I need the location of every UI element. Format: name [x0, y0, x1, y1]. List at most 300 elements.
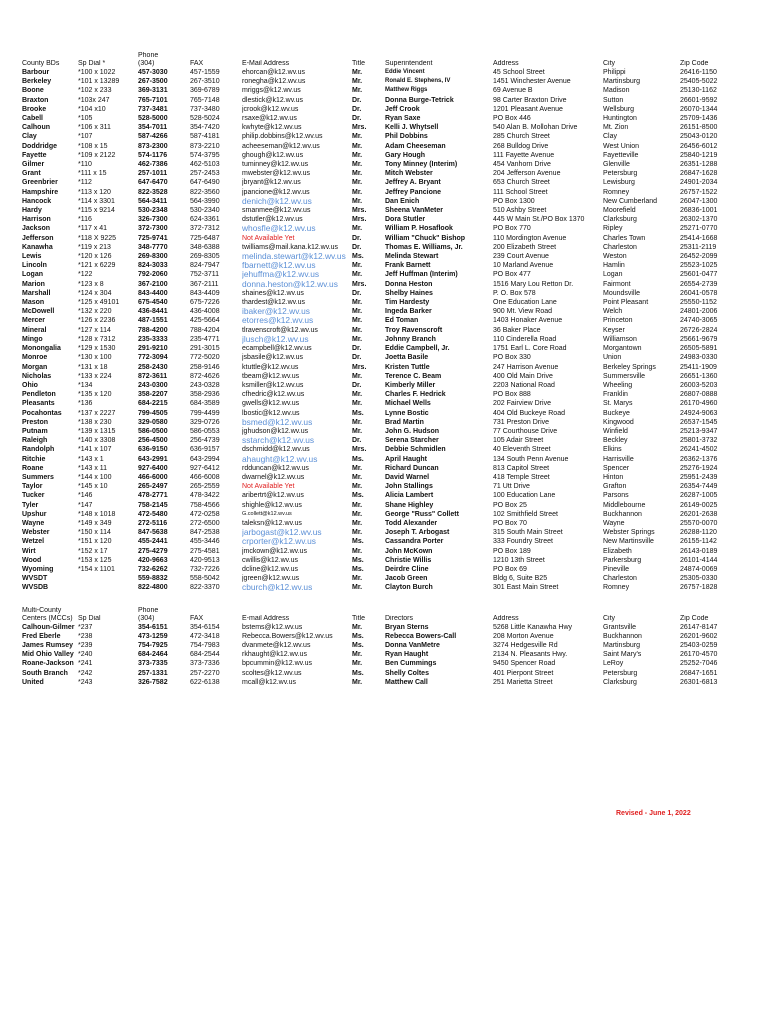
fax: 235-4771 [190, 335, 220, 343]
title: Mr. [352, 170, 363, 178]
person-name: George "Russ" Collett [385, 510, 459, 518]
county-row [22, 289, 742, 298]
phone: 466-6000 [138, 473, 168, 481]
email[interactable]: tuminney@k12.wv.us [242, 161, 309, 169]
city: Parsons [603, 492, 629, 500]
address: PO Box 446 [493, 115, 531, 123]
person-name: Johnny Branch [385, 335, 436, 343]
email[interactable]: acheeseman@k12.wv.us [242, 142, 320, 150]
email[interactable]: bpcummin@k12.wv.us [242, 660, 312, 668]
title: Dr. [352, 243, 362, 251]
email[interactable]: jsbasile@k12.wv.us [242, 354, 304, 362]
fax: 732-7226 [190, 565, 220, 573]
mcc-address-header: Address [493, 614, 519, 622]
email[interactable]: philip.dobbins@k12.wv.us [242, 133, 323, 141]
address: 204 Jefferson Avenue [493, 170, 561, 178]
person-name: Ryan Haught [385, 651, 429, 659]
county-name: Mason [22, 299, 45, 307]
email[interactable]: jehuffma@k12.wv.us [242, 270, 320, 280]
phone: 354-6151 [138, 623, 168, 631]
zip: 25951-2439 [680, 473, 718, 481]
phone: 574-1176 [138, 151, 168, 159]
phone: 732-6262 [138, 565, 168, 573]
speed-dial: *143 x 1 [78, 455, 104, 463]
email[interactable]: shaines@k12.wv.us [242, 289, 304, 297]
person-name: Jeff Huffman (Interim) [385, 271, 458, 279]
email[interactable]: whosfle@k12.wv.us [242, 224, 316, 234]
person-name: Phil Dobbins [385, 133, 428, 141]
fax: 772-5020 [190, 354, 220, 362]
person-name: Terence C. Beam [385, 372, 442, 380]
county-name: Hancock [22, 197, 52, 205]
city: Williamson [603, 335, 637, 343]
person-name: Ed Toman [385, 317, 419, 325]
email[interactable]: dlestick@k12.wv.us [242, 96, 304, 104]
city: Hinton [603, 473, 624, 481]
email[interactable]: ghough@k12.wv.us [242, 151, 304, 159]
address: 454 Vanhorn Drive [493, 161, 551, 169]
phone: 824-3033 [138, 262, 168, 270]
email[interactable]: jarbogast@k12.wv.us [242, 528, 322, 538]
address: 36 Baker Place [493, 326, 541, 334]
county-row [22, 473, 742, 482]
fax: 354-6154 [190, 623, 220, 631]
speed-dial: *135 x 120 [78, 391, 112, 399]
fax: 372-7312 [190, 225, 220, 233]
email[interactable]: gwells@k12.wv.us [242, 400, 300, 408]
fax: 457-1559 [190, 69, 220, 76]
city: Clay [603, 133, 618, 141]
phone: 737-3481 [138, 105, 168, 113]
email[interactable]: dstutler@k12.wv.us [242, 216, 303, 224]
revised-date: Revised - June 1, 2022 [616, 810, 691, 817]
person-name: Ben Cummings [385, 660, 437, 668]
zip: 25523-1025 [680, 262, 718, 270]
city: Grantsville [603, 623, 637, 631]
speed-dial: *242 [78, 669, 93, 677]
county-row [22, 399, 742, 408]
email[interactable]: dschmidd@k12.wv.us [242, 446, 310, 454]
phone: 792-2060 [138, 271, 168, 279]
title: Mrs. [352, 280, 367, 288]
title: Mr. [352, 529, 363, 537]
person-name: Sheena VanMeter [385, 207, 443, 215]
zip: 24901-2034 [680, 179, 718, 187]
email[interactable]: tbeam@k12.wv.us [242, 372, 300, 380]
email[interactable]: denich@k12.wv.us [242, 196, 312, 206]
phone: 559-8832 [138, 575, 168, 583]
email[interactable]: tlravenscroft@k12.wv.us [242, 326, 318, 334]
fax: 530-2340 [190, 207, 220, 215]
zip: 25305-0330 [680, 575, 718, 583]
person-name: William P. Hosaflook [385, 225, 453, 233]
county-row [22, 353, 742, 362]
county-name: Upshur [22, 510, 47, 518]
address: PO Box 330 [493, 354, 531, 362]
fax: 873-2210 [190, 142, 220, 150]
email[interactable]: jgreen@k12.wv.us [242, 575, 300, 583]
person-name: Charles F. Hedrick [385, 391, 446, 399]
zip: 26241-4502 [680, 446, 718, 454]
zip: 25709-1436 [680, 115, 718, 123]
county-row [22, 464, 742, 473]
fax: 436-4008 [190, 308, 220, 316]
address: 1403 Honaker Avenue [493, 317, 563, 325]
person-name: Dora Stutler [385, 216, 426, 224]
city: Clarksburg [603, 216, 637, 224]
title: Mr. [352, 547, 363, 555]
address: P. O. Box 578 [493, 289, 536, 297]
speed-dial: *153 x 125 [78, 556, 112, 564]
title: Mr. [352, 225, 363, 233]
email[interactable]: Rebecca.Bowers@k12.wv.us [242, 632, 333, 640]
email[interactable]: taleksn@k12.wv.us [242, 519, 302, 527]
email[interactable]: kwhyte@k12.wv.us [242, 124, 302, 132]
fax: 843-4409 [190, 289, 220, 297]
county-name: Mingo [22, 335, 43, 343]
county-name: Lewis [22, 253, 42, 261]
county-row [22, 206, 742, 215]
city: Summersville [603, 372, 646, 380]
zip: 26003-5203 [680, 381, 718, 389]
zip: 26288-1120 [680, 529, 717, 537]
county-row [22, 188, 742, 197]
county-name: James Rumsey [22, 641, 73, 649]
email[interactable]: dvanmete@k12.wv.us [242, 641, 311, 649]
county-row [22, 151, 742, 160]
zip: 25213-9347 [680, 427, 718, 435]
email[interactable]: jpancione@k12.wv.us [242, 188, 310, 196]
address: 653 Church Street [493, 179, 550, 187]
email[interactable]: ibaker@k12.wv.us [242, 307, 310, 317]
fax: 752-3711 [190, 271, 220, 279]
speed-dial: *121 x 6229 [78, 262, 116, 270]
address: PO Box 70 [493, 519, 527, 527]
mcc-row [22, 678, 742, 687]
city: Buckhannon [603, 510, 642, 518]
speed-dial: *123 x 8 [78, 280, 104, 288]
email[interactable]: donna.heston@k12.wv.us [242, 279, 338, 289]
speed-dial: *146 [78, 492, 93, 500]
speed-dial [78, 583, 138, 592]
phone: 272-5116 [138, 519, 168, 527]
county-name: Randolph [22, 446, 55, 454]
speed-dial: *111 x 15 [78, 170, 107, 178]
speed-dial: *237 [78, 623, 93, 631]
phone: 873-2300 [138, 142, 168, 150]
fax: 684-2544 [190, 651, 220, 659]
address: Bldg 6, Suite B25 [493, 575, 548, 583]
address: 1516 Mary Lou Retton Dr. [493, 280, 574, 288]
title: Ms. [352, 409, 364, 417]
phone: 243-0300 [138, 381, 168, 389]
dial-header: Sp Dial * [78, 60, 106, 67]
city: Kingwood [603, 418, 634, 426]
title: Ms. [352, 556, 364, 564]
mcc-row [22, 632, 742, 641]
speed-dial: *243 [78, 678, 93, 686]
county-row [22, 537, 742, 546]
mcc-title-header: Title [352, 614, 365, 622]
fax: 684-3589 [190, 400, 220, 408]
city: Welch [603, 308, 623, 316]
person-name: Jeffrey A. Bryant [385, 179, 441, 187]
email[interactable]: cwillis@k12.wv.us [242, 556, 298, 564]
title: Mr. [352, 651, 363, 659]
fax: 647-6490 [190, 179, 220, 187]
county-row [22, 132, 742, 141]
person-name: Tim Hardesty [385, 299, 430, 307]
email[interactable]: ahaught@k12.wv.us [242, 454, 318, 464]
county-row [22, 243, 742, 252]
county-row [22, 96, 742, 105]
county-name: Pocahontas [22, 409, 62, 417]
phone: 647-6470 [138, 179, 168, 187]
email[interactable]: mcall@k12.wv.us [242, 678, 297, 686]
email[interactable]: rdduncan@k12.wv.us [242, 464, 309, 472]
zip: 26170-4570 [680, 651, 718, 659]
zip: 26201-2638 [680, 510, 718, 518]
title: Mr. [352, 271, 363, 279]
email[interactable]: thardest@k12.wv.us [242, 299, 306, 307]
address: 401 Pierpont Street [493, 669, 554, 677]
email[interactable]: rkhaught@k12.wv.us [242, 651, 307, 659]
email[interactable]: cburch@k12.wv.us [242, 583, 313, 593]
email[interactable]: bstems@k12.wv.us [242, 623, 303, 631]
phone: 291-9210 [138, 345, 168, 353]
title: Mr. [352, 510, 363, 518]
email[interactable]: G.collett@k12.wv.us [242, 510, 292, 517]
speed-dial: *150 x 114 [78, 529, 111, 537]
county-row [22, 482, 742, 491]
county-name: Barbour [22, 69, 50, 76]
city: Fairmont [603, 280, 631, 288]
zip: 26847-1628 [680, 170, 718, 178]
county-row [22, 326, 742, 335]
city: Union [603, 354, 622, 362]
fax: 587-4181 [190, 133, 220, 141]
person-name: Cassandra Porter [385, 538, 444, 546]
title: Mr. [352, 473, 363, 481]
person-name: Shane Highley [385, 501, 434, 509]
address: 1451 Winchester Avenue [493, 78, 571, 86]
email[interactable]: shighle@k12.wv.us [242, 501, 302, 509]
person-name: Todd Alexander [385, 519, 438, 527]
fax: 367-2111 [190, 280, 219, 288]
person-name: Melinda Stewart [385, 253, 439, 261]
email[interactable]: rsaxe@k12.wv.us [242, 115, 297, 123]
zip: 26452-2099 [680, 253, 718, 261]
speed-dial: *119 x 213 [78, 243, 111, 251]
city: Huntington [603, 115, 637, 123]
address: PO Box 25 [493, 501, 527, 509]
fax: 478-3422 [190, 492, 220, 500]
county-row [22, 547, 742, 556]
title: Mr. [352, 418, 363, 426]
email[interactable]: jcrook@k12.wv.us [242, 105, 299, 113]
email[interactable]: ecampbell@k12.wv.us [242, 345, 312, 353]
city: Parkersburg [603, 556, 642, 564]
county-row [22, 160, 742, 169]
email[interactable]: dwarnel@k12.wv.us [242, 473, 305, 481]
title: Ms. [352, 492, 364, 500]
email[interactable]: sstarch@k12.wv.us [242, 436, 315, 446]
address: 301 East Main Street [493, 584, 559, 592]
email[interactable]: melinda.stewart@k12.wv.us [242, 252, 346, 262]
city: Logan [603, 271, 623, 279]
phone: 586-0500 [138, 427, 168, 435]
county-name: Boone [22, 87, 44, 95]
mcc-directors-header: Directors [385, 614, 414, 622]
phone: 372-7300 [138, 225, 168, 233]
address: 102 Smithfield Street [493, 510, 558, 518]
address: 71 Utt Drive [493, 483, 530, 491]
fax: 758-4566 [190, 501, 220, 509]
speed-dial: *132 x 220 [78, 308, 112, 316]
county-name: Nicholas [22, 372, 52, 380]
county-name: Monroe [22, 354, 48, 362]
email[interactable]: cfhedric@k12.wv.us [242, 391, 305, 399]
city: Elkins [603, 446, 622, 454]
county-name: Grant [22, 170, 41, 178]
person-name: Serena Starcher [385, 437, 439, 445]
city: Martinsburg [603, 78, 640, 86]
phone: 257-1331 [138, 669, 168, 677]
email[interactable]: Not Available Yet [242, 483, 295, 491]
county-row [22, 363, 742, 372]
county-name: South Branch [22, 669, 68, 677]
phone: 758-2145 [138, 501, 168, 509]
address: 110 Cinderella Road [493, 335, 557, 343]
address: PO Box 477 [493, 271, 531, 279]
city: Buckhannon [603, 632, 642, 640]
email[interactable]: jbryant@k12.wv.us [242, 179, 301, 187]
zip: 26155-1142 [680, 538, 717, 546]
title: Mr. [352, 391, 363, 399]
title: Mr. [352, 584, 363, 592]
email[interactable]: ehorcan@k12.wv.us [242, 69, 306, 76]
email[interactable]: ronegha@k12.wv.us [242, 78, 306, 86]
phone: 257-1011 [138, 170, 168, 178]
county-row [22, 298, 742, 307]
speed-dial: *108 x 15 [78, 142, 108, 150]
fax: 822-3370 [190, 584, 220, 592]
city: Buckeye [603, 409, 630, 417]
email[interactable]: fbarnett@k12.wv.us [242, 261, 316, 271]
email[interactable]: scoltes@k12.wv.us [242, 669, 302, 677]
email[interactable]: mwebster@k12.wv.us [242, 170, 311, 178]
speed-dial: *120 x 126 [78, 253, 112, 261]
county-header: County BDs [22, 60, 60, 67]
title: Dr. [352, 437, 362, 445]
phone: 636-9150 [138, 446, 168, 454]
county-name: Monongalia [22, 345, 61, 353]
email[interactable]: dcline@k12.wv.us [242, 565, 298, 573]
address: 200 Elizabeth Street [493, 243, 557, 251]
address: 208 Morton Avenue [493, 632, 554, 640]
speed-dial: *114 x 3301 [78, 197, 115, 205]
fax: 824-7947 [190, 262, 220, 270]
email[interactable]: etorres@k12.wv.us [242, 316, 314, 326]
address: 111 School Street [493, 188, 548, 196]
zip: 25403-0259 [680, 641, 718, 649]
city: Spencer [603, 464, 630, 472]
speed-dial: *112 [78, 179, 92, 187]
address: 111 Fayette Avenue [493, 151, 555, 159]
phone: 256-4500 [138, 437, 168, 445]
zip: 26151-8500 [680, 124, 718, 132]
address: 510 Ashby Street [493, 207, 547, 215]
email[interactable]: smanmee@k12.wv.us [242, 207, 311, 215]
email[interactable]: twilliams@mail.kana.k12.wv.us [242, 243, 339, 251]
title: Mr. [352, 575, 363, 583]
county-name: Hardy [22, 207, 42, 215]
email[interactable]: jghudson@k12.wv.us [242, 427, 309, 435]
phone: 373-7335 [138, 660, 168, 668]
county-name: Mid Ohio Valley [22, 651, 74, 659]
zip: 26047-1300 [680, 197, 718, 205]
city: Mt. Zion [603, 124, 629, 132]
fax: 725-6487 [190, 234, 220, 242]
email[interactable]: jmckown@k12.wv.us [242, 547, 307, 555]
county-name: Lincoln [22, 262, 47, 270]
zip: 26757-1828 [680, 584, 718, 592]
person-name: Donna Heston [385, 280, 433, 288]
mcc-row [22, 650, 742, 659]
person-name: Jeffrey Pancione [385, 188, 442, 196]
person-name: Kimberly Miller [385, 381, 436, 389]
title: Mr. [352, 483, 363, 491]
county-name: Berkeley [22, 78, 52, 86]
county-name: Ohio [22, 381, 38, 389]
city: Philippi [603, 69, 626, 76]
email[interactable]: bsmed@k12.wv.us [242, 417, 313, 427]
county-row [22, 261, 742, 270]
email[interactable]: ktuttle@k12.wv.us [242, 363, 299, 371]
email[interactable]: mriggs@k12.wv.us [242, 87, 301, 95]
email[interactable]: Not Available Yet [242, 234, 295, 242]
email[interactable]: crporter@k12.wv.us [242, 537, 316, 547]
email[interactable]: ksmiller@k12.wv.us [242, 381, 304, 389]
zip: 25801-3732 [680, 437, 718, 445]
zip: 25601-0477 [680, 271, 718, 279]
phone: 684-2464 [138, 651, 168, 659]
fax: 472-0258 [190, 510, 220, 518]
email[interactable]: aribertrt@k12.wv.us [242, 492, 304, 500]
phone: 258-2430 [138, 363, 168, 371]
email[interactable]: jlusch@k12.wv.us [242, 334, 309, 344]
speed-dial: *122 [78, 271, 93, 279]
zip: 26070-1344 [680, 105, 718, 113]
county-row [22, 436, 742, 445]
fax: 275-4581 [190, 547, 220, 555]
address: 9450 Spencer Road [493, 660, 556, 668]
city: Wayne [603, 519, 625, 527]
title: Dr. [352, 381, 362, 389]
speed-dial: *147 [78, 501, 93, 509]
fax: 373-7336 [190, 660, 220, 668]
zip: 25405-5022 [680, 78, 718, 86]
title: Ms. [352, 669, 364, 677]
county-row [22, 178, 742, 187]
county-name: Doddridge [22, 142, 57, 150]
email[interactable]: lbostic@k12.wv.us [242, 409, 300, 417]
county-name: Logan [22, 271, 43, 279]
person-name: Christie Willis [385, 556, 432, 564]
mcc-rows [22, 623, 742, 687]
fax: 257-2453 [190, 170, 220, 178]
county-boards-table [22, 52, 742, 593]
